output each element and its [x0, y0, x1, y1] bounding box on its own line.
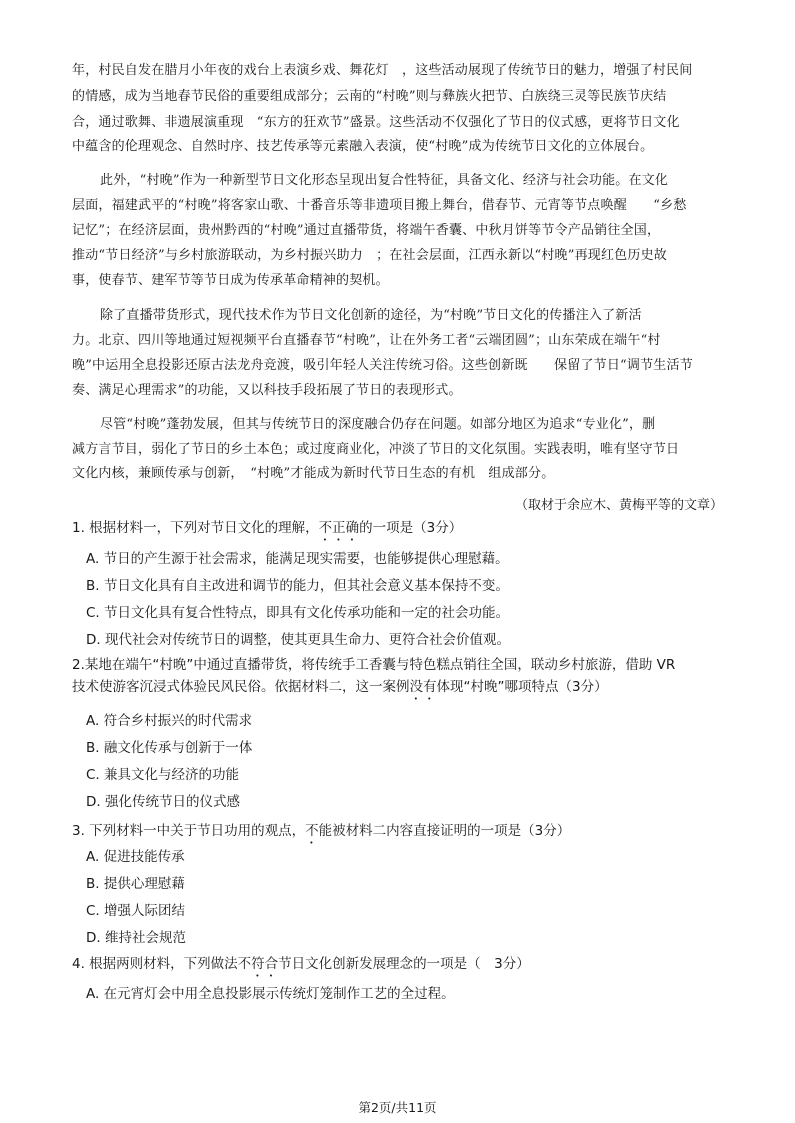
question-stem-text: 1. 根据材料一，下列对节日文化的理解，: [72, 520, 319, 536]
question-stem-text: 4. 根据两则材料，下列做法不: [72, 956, 252, 972]
question-2-option-b: B. 融文化传承与创新于一体: [86, 740, 253, 756]
question-stem-text: 节日文化创新发展理念的一项是（ 3分）: [278, 956, 530, 972]
question-1-option-b: B. 节日文化具有自主改进和调节的能力，但其社会意义基本保持不变。: [86, 578, 509, 594]
passage-line: 奏、满足心理需求”的功能，又以科技手段拓展了节日的表现形式。: [72, 383, 462, 398]
question-1-option-d: D. 现代社会对传统节日的调整，使其更具生命力、更符合社会价值观。: [86, 632, 510, 648]
question-stem-text: 能被材料二内容直接证明的一项是（3分）: [318, 823, 571, 839]
question-3-option-d: D. 维持社会规范: [86, 930, 186, 946]
question-4-stem: [72, 955, 722, 980]
passage-line: 层面，福建武平的“村晚”将客家山歌、十番音乐等非遗项目搬上舞台，借春节、元宵等节点唤醒 “乡愁: [72, 198, 687, 213]
passage-line: 中蕴含的伦理观念、自然时序、技艺传承等元素融入表演，使“村晚”成为传统节日文化的立体展台。: [72, 139, 654, 154]
emphasized-text: 符合: [251, 956, 279, 972]
passage-line: 减方言节目，弱化了节日的乡土本色；或过度商业化，冲淡了节日的文化氛围。实践表明，唯有坚守节日: [72, 442, 680, 457]
question-1-option-a: A. 节日的产生源于社会需求，能满足现实需要，也能够提供心理慰藉。: [86, 551, 509, 567]
page-number: 第2页/共11页: [358, 1100, 437, 1115]
question-3-option-a: A. 促进技能传承: [86, 849, 185, 865]
question-3-option-b: B. 提供心理慰藉: [86, 876, 185, 892]
question-stem-text: 技术使游客沉浸式体验民风民俗。依据材料二，这一案例: [72, 679, 410, 695]
passage-line: 除了直播带货形式，现代技术作为节日文化创新的途径，为“村晚”节日文化的传播注入了新活: [100, 308, 642, 323]
question-4-option-a: A. 在元宵灯会中用全息投影展示传统灯笼制作工艺的全过程。: [86, 986, 455, 1002]
emphasized-text: 没有: [409, 679, 437, 695]
question-2-option-d: D. 强化传统节日的仪式感: [86, 794, 240, 810]
question-3-stem: [72, 822, 722, 847]
passage-line: 晚”中运用全息投影还原古法龙舟竞渡，吸引年轻人关注传统习俗。这些创新既 保留了节日“调节生活节: [72, 358, 693, 373]
question-2-stem-line2: [72, 678, 722, 703]
passage-line: 力。北京、四川等地通过短视频平台直播春节“村晚”，让在外务工者“云端团圆”；山东荣成在端午“村: [72, 333, 661, 348]
question-1-stem: [72, 519, 722, 544]
question-3-option-c: C. 增强人际团结: [86, 903, 186, 919]
emphasized-text: 不: [305, 823, 319, 839]
question-stem-text: 3. 下列材料一中关于节日功用的观点，: [72, 823, 306, 839]
passage-line: 年，村民自发在腊月小年夜的戏台上表演乡戏、舞花灯 ，这些活动展现了传统节日的魅力，增强了村民间: [72, 63, 693, 78]
passage-line: 此外，“村晚”作为一种新型节日文化形态呈现出复合性特征，具备文化、经济与社会功能。在文化: [100, 173, 669, 188]
passage-line: 合，通过歌舞、非遗展演重现 “东方的狂欢节”盛景。这些活动不仅强化了节日的仪式感，更将节日文化: [72, 115, 680, 130]
question-2-option-a: A. 符合乡村振兴的时代需求: [86, 713, 253, 729]
passage-line: 的情感，成为当地春节民俗的重要组成部分；云南的“村晚”则与彝族火把节、白族绕三灵等民族节庆结: [72, 89, 667, 104]
passage-line: 记忆”；在经济层面，贵州黔西的“村晚”通过直播带货，将端午香囊、中秋月饼等节令产品销往全国，: [72, 223, 661, 238]
emphasized-text: 不正确: [318, 520, 360, 536]
passage-line: 尽管“村晚”蓬勃发展，但其与传统节日的深度融合仍存在问题。如部分地区为追求“专业化”，删: [100, 417, 656, 432]
source-citation: （取材于余应木、黄梅平等的文章）: [514, 498, 723, 513]
question-2-option-c: C. 兼具文化与经济的功能: [86, 767, 240, 783]
passage-line: 推动“节日经济”与乡村旅游联动，为乡村振兴助力 ；在社会层面，江西永新以“村晚”再现红色历史故: [72, 248, 667, 263]
passage-line: 文化内核，兼顾传承与创新， “村晚”才能成为新时代节日生态的有机 组成部分。: [72, 466, 555, 481]
question-stem-text: 的一项是（3分）: [359, 520, 463, 536]
question-1-option-c: C. 节日文化具有复合性特点，即具有文化传承功能和一定的社会功能。: [86, 605, 510, 621]
question-2-stem-line1: 2.某地在端午“村晚”中通过直播带货，将传统手工香囊与特色糕点销往全国，联动乡村旅游，借助 VR: [72, 657, 676, 673]
passage-line: 事，使春节、建军节等节日成为传承革命精神的契机。: [72, 273, 389, 288]
question-stem-text: 体现“村晚”哪项特点（3分）: [436, 679, 608, 695]
